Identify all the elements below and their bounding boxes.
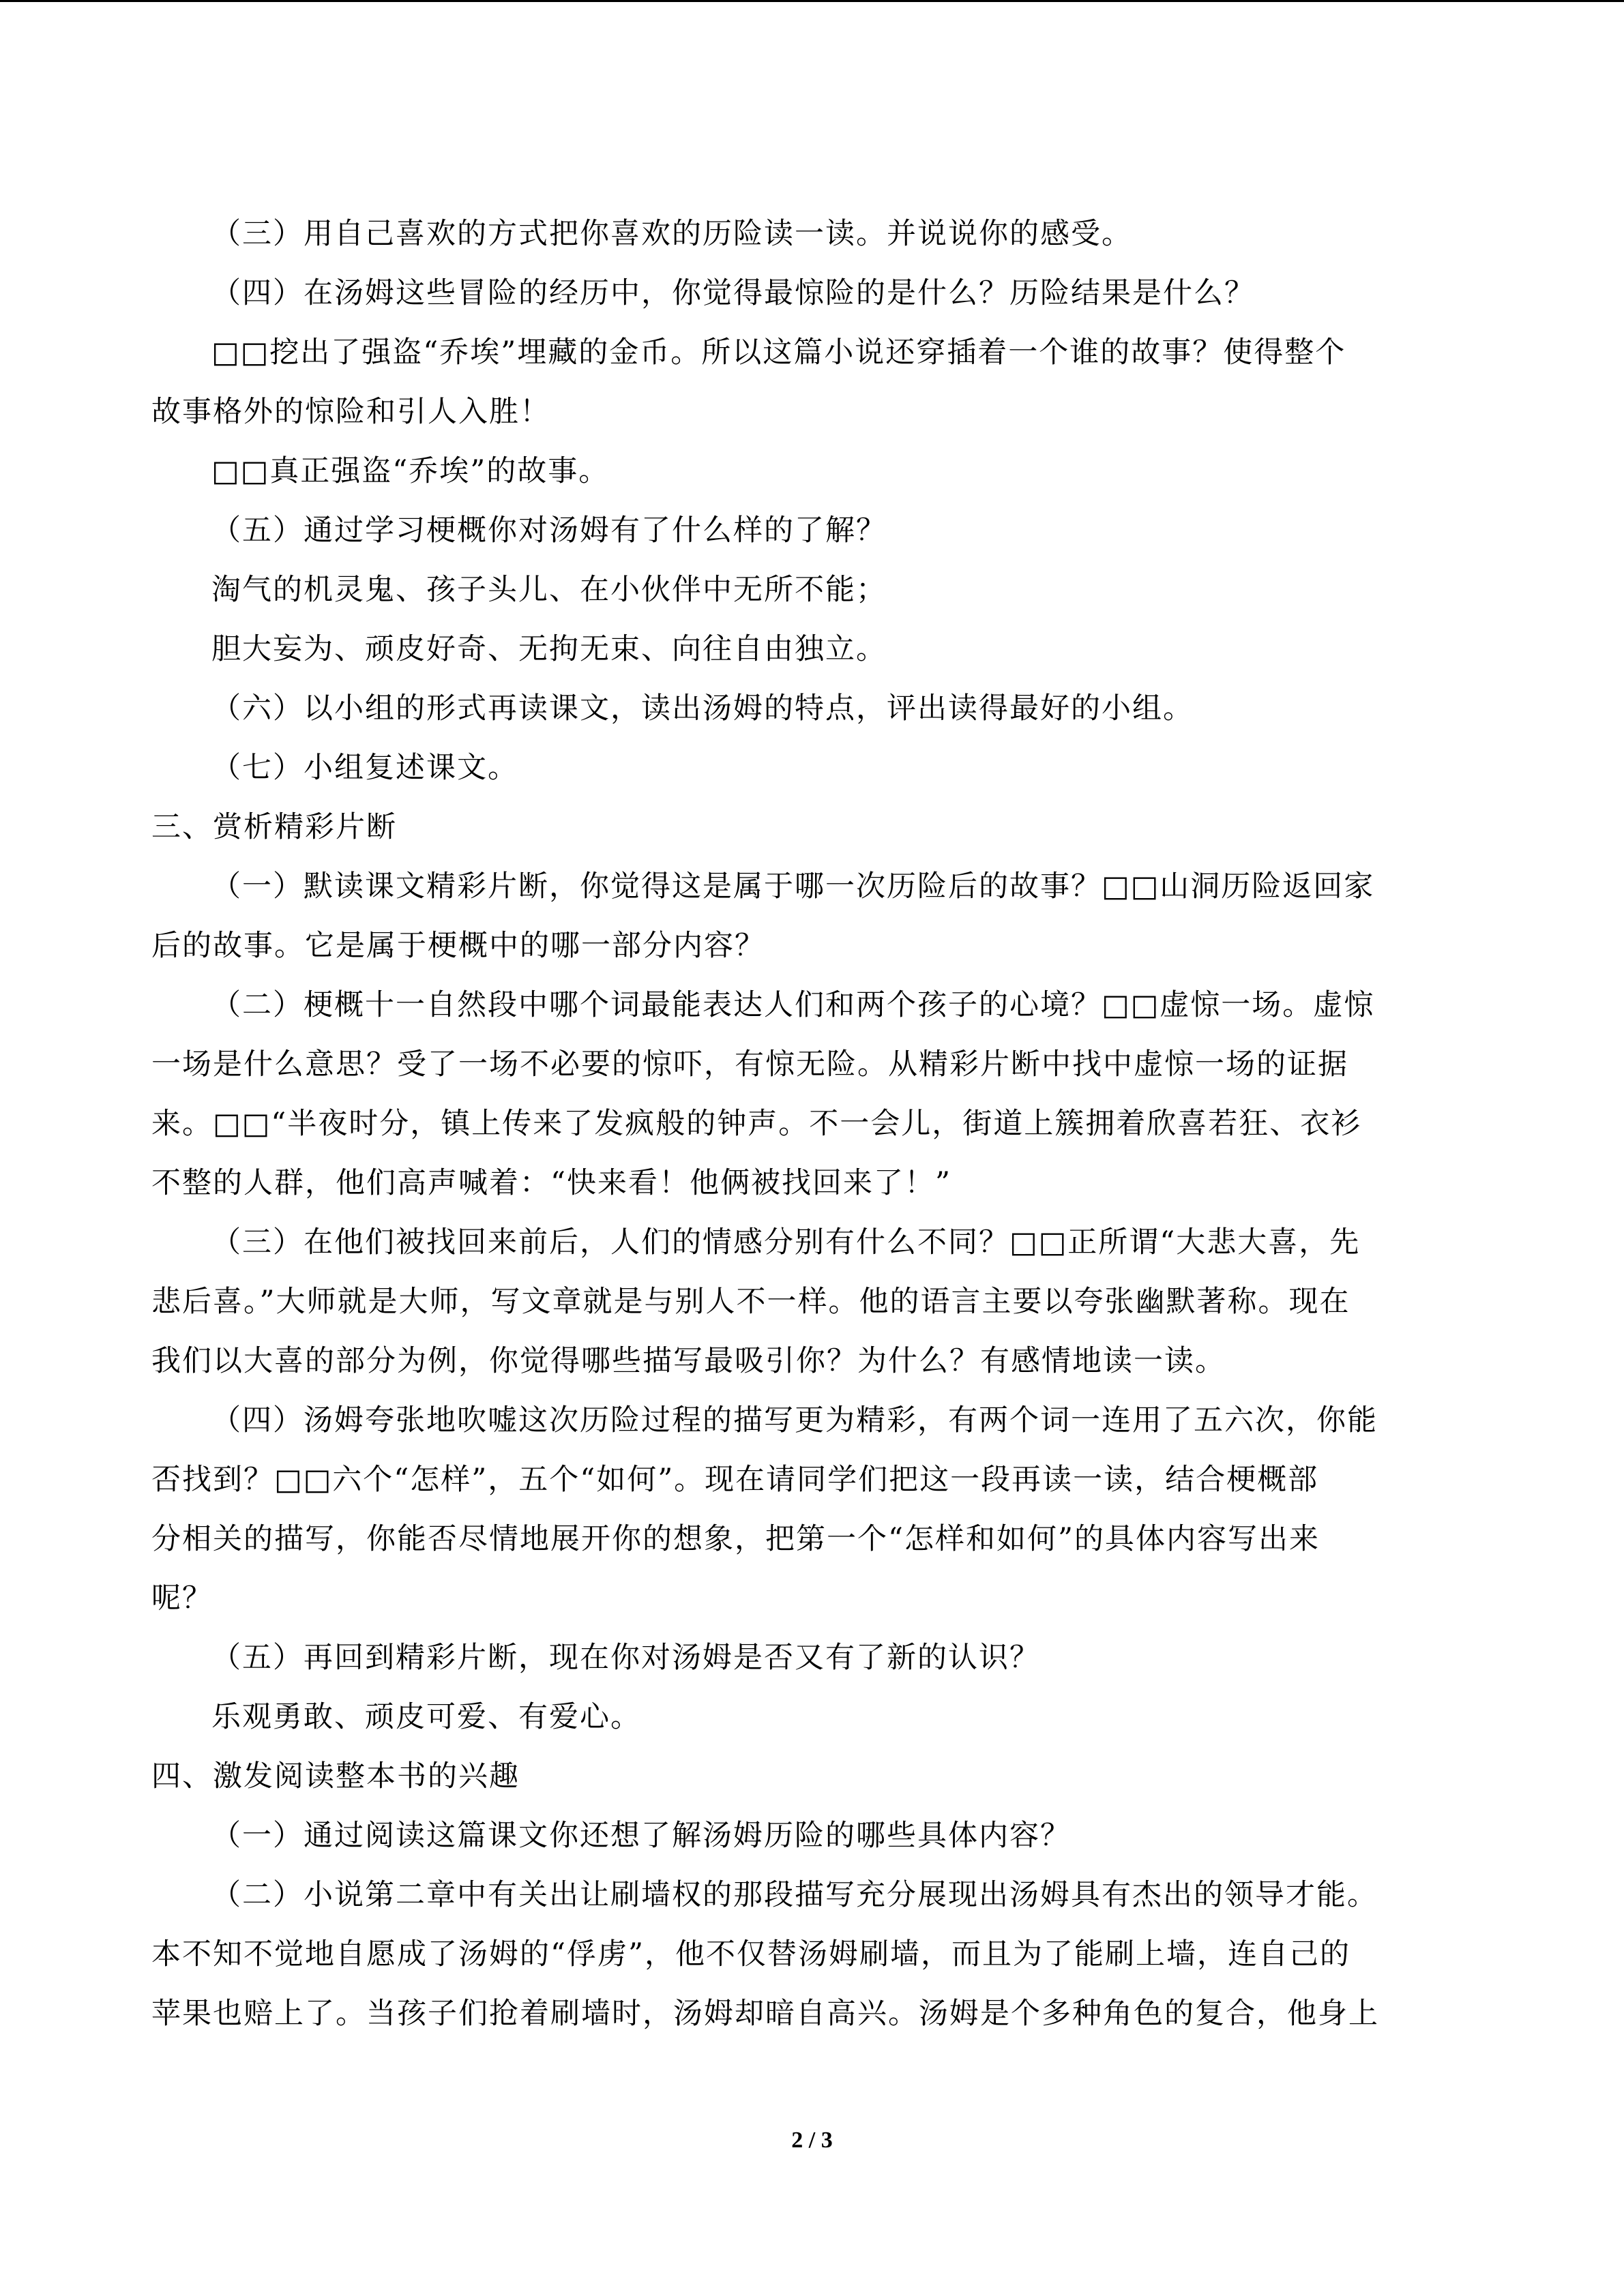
paragraph [151, 561, 1461, 620]
paragraph [151, 976, 1461, 1213]
paragraph [151, 739, 1461, 798]
paragraph-line: （一）默读课文精彩片断，你觉得这是属于哪一次历险后的故事？□□山洞历险返回家 [211, 869, 1375, 904]
paragraph [151, 1628, 1461, 1688]
paragraph-line: （五）再回到精彩片断，现在你对汤姆是否又有了新的认识？ [211, 1641, 1040, 1675]
paragraph-line: 故事格外的惊险和引人入胜！ [151, 395, 550, 429]
paragraph-line: （二）小说第二章中有关出让刷墙权的那段描写充分展现出汤姆具有杰出的领导才能。 [211, 1878, 1378, 1912]
paragraph [151, 857, 1461, 976]
page-number: 2 / 3 [791, 2128, 833, 2153]
paragraph-line: 一场是什么意思？受了一场不必要的惊吓，有惊无险。从精彩片断中找中虚惊一场的证据 [151, 1047, 1348, 1082]
heading-text: 四、激发阅读整本书的兴趣 [151, 1759, 520, 1793]
paragraph [151, 205, 1461, 264]
paragraph-line: （七）小组复述课文。 [211, 751, 518, 785]
section-heading [151, 798, 1461, 857]
top-border-line [0, 0, 1624, 2]
heading-text: 三、赏析精彩片断 [151, 810, 397, 844]
paragraph-line: 悲后喜。”大师就是大师，写文章就是与别人不一样。他的语言主要以夸张幽默著称。现在 [151, 1285, 1350, 1319]
paragraph-line: 胆大妄为、顽皮好奇、无拘无束、向往自由独立。 [211, 632, 887, 666]
paragraph-line: □□挖出了强盗“乔埃”埋藏的金币。所以这篇小说还穿插着一个谁的故事？使得整个 [211, 336, 1346, 370]
paragraph-line: 本不知不觉地自愿成了汤姆的“俘虏”，他不仅替汤姆刷墙，而且为了能刷上墙，连自己的 [151, 1937, 1350, 1971]
paragraph [151, 323, 1461, 442]
paragraph [151, 1688, 1461, 1747]
paragraph-line: 呢？ [151, 1581, 213, 1615]
paragraph [151, 1213, 1461, 1391]
paragraph-line: □□真正强盗“乔埃”的故事。 [211, 454, 610, 488]
paragraph-line: 苹果也赔上了。当孩子们抢着刷墙时，汤姆却暗自高兴。汤姆是个多种角色的复合，他身上 [151, 1997, 1379, 2031]
paragraph-line: 我们以大喜的部分为例，你觉得哪些描写最吸引你？为什么？有感情地读一读。 [151, 1344, 1226, 1378]
section-heading [151, 1747, 1461, 1806]
paragraph [151, 1866, 1461, 2044]
paragraph-line: 否找到？□□六个“怎样”，五个“如何”。现在请同学们把这一段再读一读，结合梗概部 [151, 1463, 1319, 1497]
paragraph-line: 乐观勇敢、顽皮可爱、有爱心。 [211, 1700, 641, 1734]
paragraph-line: （五）通过学习梗概你对汤姆有了什么样的了解？ [211, 513, 887, 548]
paragraph-line: （三）在他们被找回来前后，人们的情感分别有什么不同？□□正所谓“大悲大喜，先 [211, 1225, 1361, 1259]
document-body [151, 205, 1461, 2044]
paragraph [151, 1806, 1461, 1866]
paragraph-line: （四）汤姆夸张地吹嘘这次历险过程的描写更为精彩，有两个词一连用了五六次，你能 [211, 1403, 1378, 1437]
paragraph [151, 442, 1461, 501]
paragraph-line: 淘气的机灵鬼、孩子头儿、在小伙伴中无所不能； [211, 573, 887, 607]
paragraph [151, 501, 1461, 561]
paragraph [151, 264, 1461, 323]
paragraph-line: （二）梗概十一自然段中哪个词最能表达人们和两个孩子的心境？□□虚惊一场。虚惊 [211, 988, 1375, 1022]
paragraph [151, 1391, 1461, 1628]
paragraph-line: 后的故事。它是属于梗概中的哪一部分内容？ [151, 929, 765, 963]
paragraph-line: （三）用自己喜欢的方式把你喜欢的历险读一读。并说说你的感受。 [211, 217, 1132, 251]
paragraph-line: 来。□□“半夜时分，镇上传来了发疯般的钟声。不一会儿，街道上簇拥着欣喜若狂、衣衫 [151, 1107, 1362, 1141]
paragraph-line: 不整的人群，他们高声喊着：“快来看！他俩被找回来了！” [151, 1166, 951, 1200]
paragraph-line: （六）以小组的形式再读课文，读出汤姆的特点，评出读得最好的小组。 [211, 691, 1194, 726]
paragraph-line: （一）通过阅读这篇课文你还想了解汤姆历险的哪些具体内容？ [211, 1819, 1071, 1853]
paragraph [151, 679, 1461, 739]
paragraph [151, 620, 1461, 679]
paragraph-line: 分相关的描写，你能否尽情地展开你的想象，把第一个“怎样和如何”的具体内容写出来 [151, 1522, 1320, 1556]
paragraph-line: （四）在汤姆这些冒险的经历中，你觉得最惊险的是什么？历险结果是什么？ [211, 276, 1255, 310]
